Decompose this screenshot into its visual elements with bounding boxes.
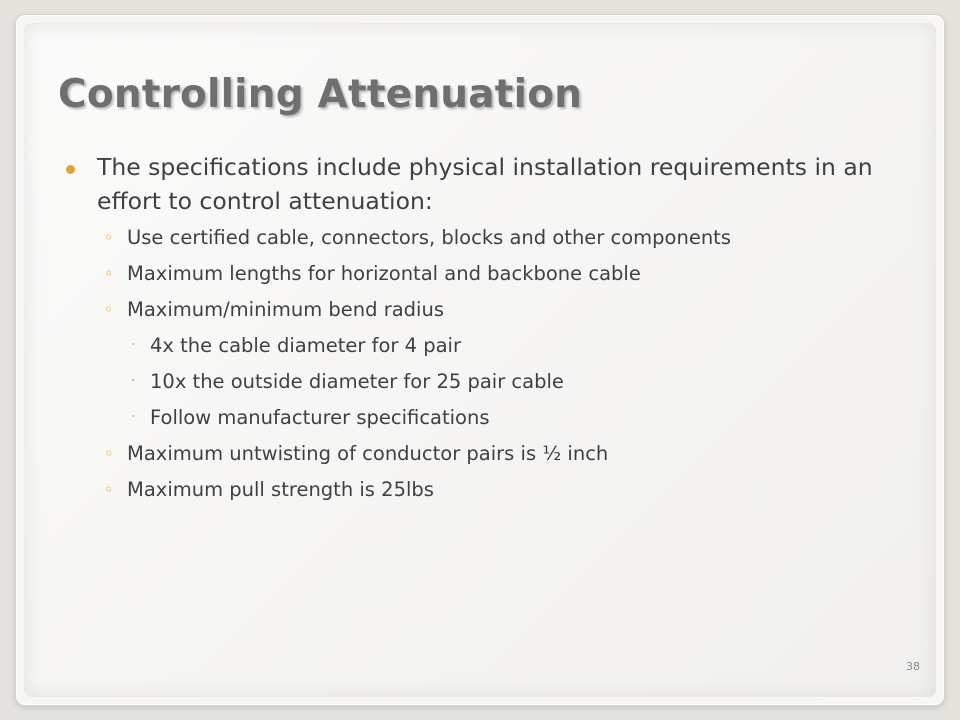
slide-content (66, 150, 906, 512)
bullet-level3 (66, 332, 906, 359)
bullet-text: Maximum untwisting of conductor pairs is ½ inch (127, 442, 609, 465)
dot-bullet-icon: · (131, 373, 136, 389)
bullet-level1 (66, 150, 906, 218)
bullet-text: Use certified cable, connectors, blocks and other components (127, 226, 731, 249)
hollow-circle-bullet-icon: ◦ (104, 480, 114, 499)
page-number: 38 (906, 660, 920, 673)
hollow-circle-bullet-icon: ◦ (104, 444, 114, 463)
bullet-level2 (66, 440, 906, 467)
bullet-text: The specifications include physical installation requirements in an effort to control attenuation: (97, 153, 873, 215)
dot-bullet-icon: · (131, 409, 136, 425)
hollow-circle-bullet-icon: ◦ (104, 264, 114, 283)
filled-circle-bullet-icon (66, 165, 75, 174)
slide-title: Controlling Attenuation (58, 72, 583, 117)
bullet-text: Maximum lengths for horizontal and backbone cable (127, 262, 641, 285)
bullet-text: 10x the outside diameter for 25 pair cable (150, 370, 564, 393)
bullet-level3 (66, 368, 906, 395)
bullet-level2 (66, 224, 906, 251)
bullet-text: Follow manufacturer specifications (150, 406, 490, 429)
bullet-text: Maximum pull strength is 25lbs (127, 478, 434, 501)
bullet-level2 (66, 296, 906, 323)
bullet-level2 (66, 476, 906, 503)
bullet-text: 4x the cable diameter for 4 pair (150, 334, 461, 357)
hollow-circle-bullet-icon: ◦ (104, 300, 114, 319)
bullet-text: Maximum/minimum bend radius (127, 298, 444, 321)
hollow-circle-bullet-icon: ◦ (104, 228, 114, 247)
dot-bullet-icon: · (131, 337, 136, 353)
bullet-level3 (66, 404, 906, 431)
bullet-level2 (66, 260, 906, 287)
